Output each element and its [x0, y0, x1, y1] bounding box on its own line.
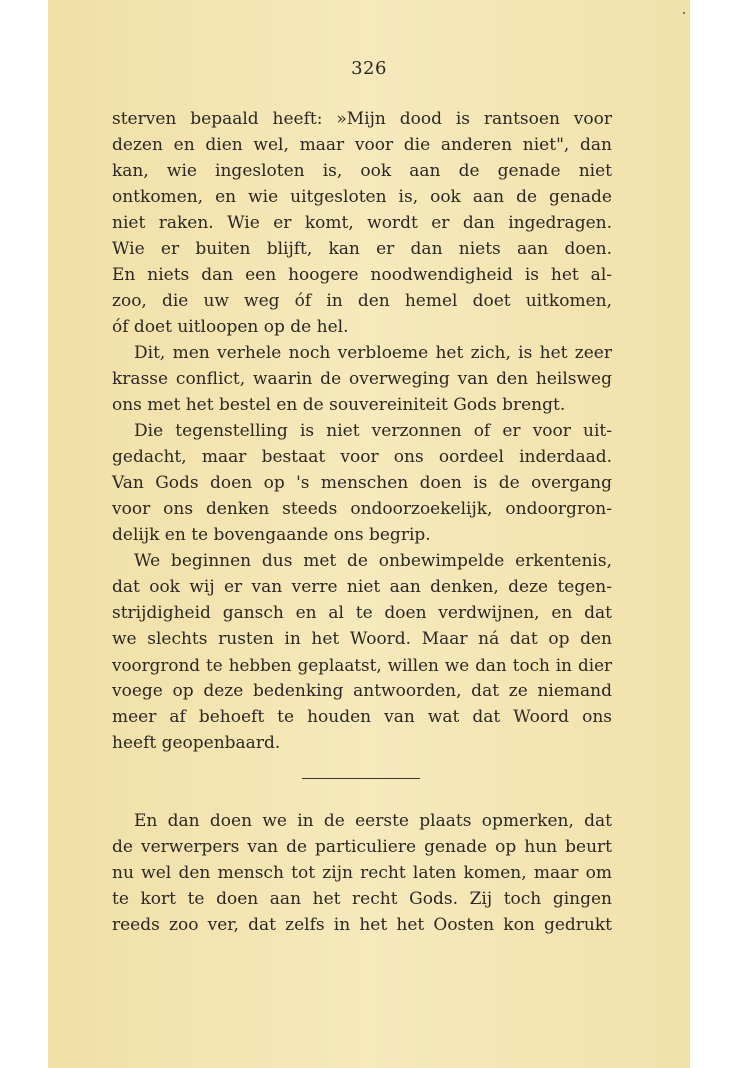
text-line: gedacht, maar bestaat voor ons oordeel inderdaad.: [112, 447, 612, 467]
text-line: te kort te doen aan het recht Gods. Zij toch gingen: [112, 889, 612, 909]
text-line: ontkomen, en wie uitgesloten is, ook aan de genade: [112, 187, 612, 207]
text-line: voor ons denken steeds ondoorzoekelijk, ondoorgron-: [112, 499, 612, 519]
text-line: strijdigheid gansch en al te doen verdwijnen, en dat: [112, 603, 612, 623]
text-line: dezen en dien wel, maar voor die anderen niet", dan: [112, 135, 612, 155]
text-line: we slechts rusten in het Woord. Maar ná dat op den: [112, 629, 612, 649]
text-line: niet raken. Wie er komt, wordt er dan ingedragen.: [112, 213, 612, 233]
text-line: voege op deze bedenking antwoorden, dat ze niemand: [112, 681, 612, 701]
text-line: dat ook wij er van verre niet aan denken, deze tegen-: [112, 577, 612, 597]
text-block-2: [112, 808, 612, 938]
text-line: Wie er buiten blijft, kan er dan niets aan doen.: [112, 239, 612, 259]
text-line: ons met het bestel en de souvereiniteit Gods brengt.: [112, 395, 566, 415]
text-line: Van Gods doen op 's menschen doen is de overgang: [112, 473, 612, 493]
text-line: Dit, men verhele noch verbloeme het zich, is het zeer: [134, 343, 612, 363]
text-line: zoo, die uw weg óf in den hemel doet uitkomen,: [112, 291, 612, 311]
text-line: reeds zoo ver, dat zelfs in het het Oosten kon gedrukt: [112, 915, 612, 935]
text-line: sterven bepaald heeft: »Mijn dood is rantsoen voor: [112, 109, 612, 129]
text-line: En niets dan een hoogere noodwendigheid is het al-: [112, 265, 612, 285]
paper-speck: [683, 12, 685, 14]
text-line: voorgrond te hebben geplaatst, willen we dan toch in dier: [112, 655, 612, 675]
text-line: meer af behoeft te houden van wat dat Woord ons: [112, 707, 612, 727]
text-line: delijk en te bovengaande ons begrip.: [112, 525, 431, 545]
page-number: 326: [351, 58, 387, 79]
section-divider: [302, 778, 420, 779]
text-line: Die tegenstelling is niet verzonnen of er voor uit-: [134, 421, 612, 441]
text-block-1: [112, 106, 612, 756]
text-line: kan, wie ingesloten is, ook aan de genade niet: [112, 161, 612, 181]
text-line: de verwerpers van de particuliere genade op hun beurt: [112, 837, 612, 857]
text-line: We beginnen dus met de onbewimpelde erkentenis,: [134, 551, 612, 571]
text-line: óf doet uitloopen op de hel.: [112, 317, 349, 337]
text-line: heeft geopenbaard.: [112, 733, 281, 753]
text-line: En dan doen we in de eerste plaats opmerken, dat: [134, 811, 612, 831]
text-line: krasse conflict, waarin de overweging van den heilsweg: [112, 369, 612, 389]
text-line: nu wel den mensch tot zijn recht laten komen, maar om: [112, 863, 612, 883]
